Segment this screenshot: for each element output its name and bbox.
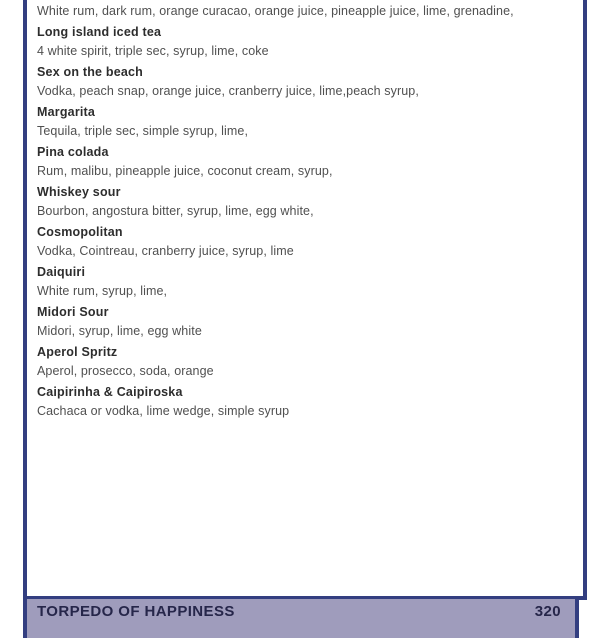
cocktail-ingredients: Vodka, peach snap, orange juice, cranberry juice, lime,peach syrup, (37, 84, 419, 98)
partial-ingredients-line: White rum, dark rum, orange curacao, orange juice, pineapple juice, lime, grenadine, (37, 4, 514, 18)
cocktail-name: Margarita (37, 105, 96, 119)
cocktail-name: Aperol Spritz (37, 345, 118, 359)
section-header-band (23, 598, 579, 638)
cocktail-ingredients: Midori, syrup, lime, egg white (37, 324, 202, 338)
menu-item (37, 383, 573, 421)
menu-item (37, 343, 573, 381)
menu-item (37, 63, 573, 101)
cocktail-name: Whiskey sour (37, 185, 121, 199)
cocktail-ingredients: Bourbon, angostura bitter, syrup, lime, egg white, (37, 204, 314, 218)
menu-item (37, 183, 573, 221)
cocktail-ingredients: Tequila, triple sec, simple syrup, lime, (37, 124, 249, 138)
menu-items-container (37, 23, 573, 421)
menu-item (37, 143, 573, 181)
cocktail-name: Long island iced tea (37, 25, 162, 39)
cocktail-ingredients: 4 white spirit, triple sec, syrup, lime, coke (37, 44, 269, 58)
menu-item (37, 263, 573, 301)
cocktail-name: Caipirinha & Caipiroska (37, 385, 183, 399)
section-price: 320 (534, 603, 561, 620)
cocktail-list (27, 0, 583, 421)
menu-item (37, 303, 573, 341)
cocktail-name: Daiquiri (37, 265, 86, 279)
cocktail-ingredients: Aperol, prosecco, soda, orange (37, 364, 214, 378)
cocktail-ingredients: Cachaca or vodka, lime wedge, simple syrup (37, 404, 290, 418)
cocktail-name: Cosmopolitan (37, 225, 123, 239)
cocktail-name: Pina colada (37, 145, 109, 159)
cocktail-ingredients: Vodka, Cointreau, cranberry juice, syrup, lime (37, 244, 294, 258)
cocktail-name: Midori Sour (37, 305, 109, 319)
menu-item (37, 103, 573, 141)
cocktail-name: Sex on the beach (37, 65, 144, 79)
cocktail-menu-box (23, 0, 587, 600)
menu-item (37, 223, 573, 261)
cocktail-ingredients: Rum, malibu, pineapple juice, coconut cream, syrup, (37, 164, 333, 178)
section-title: TORPEDO OF HAPPINESS (37, 603, 235, 620)
cocktail-ingredients: White rum, syrup, lime, (37, 284, 168, 298)
menu-item (37, 23, 573, 61)
